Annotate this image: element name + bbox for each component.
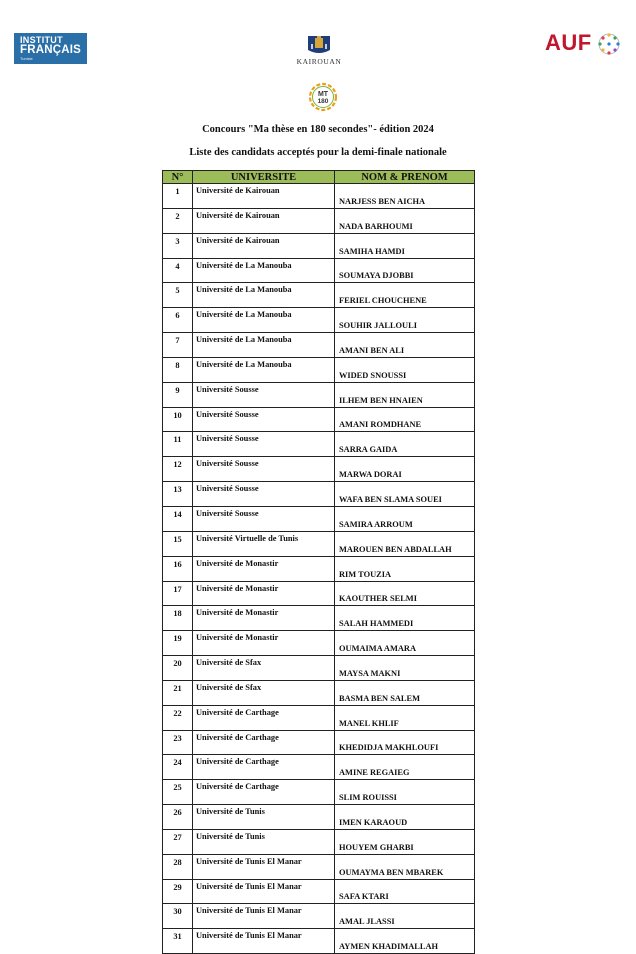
cell-number: 16 <box>163 556 193 581</box>
table-row <box>163 656 475 681</box>
table-row <box>163 482 475 507</box>
cell-number: 28 <box>163 854 193 879</box>
cell-number: 13 <box>163 482 193 507</box>
cell-universite: Université de Tunis <box>193 805 335 830</box>
cell-nom-prenom: NARJESS BEN AICHA <box>335 184 475 209</box>
cell-number: 8 <box>163 357 193 382</box>
table-row <box>163 432 475 457</box>
candidates-table <box>162 170 475 954</box>
cell-nom-prenom: ILHEM BEN HNAIEN <box>335 382 475 407</box>
mt180-logo <box>304 82 342 112</box>
cell-universite: Université de Tunis El Manar <box>193 854 335 879</box>
cell-number: 10 <box>163 407 193 432</box>
cell-universite: Université de Tunis El Manar <box>193 929 335 954</box>
table-row <box>163 730 475 755</box>
cell-number: 4 <box>163 258 193 283</box>
cell-universite: Université de La Manouba <box>193 258 335 283</box>
document-subtitle: Liste des candidats acceptés pour la demi-finale nationale <box>189 147 447 158</box>
cell-universite: Université de Tunis <box>193 829 335 854</box>
cell-number: 20 <box>163 656 193 681</box>
cell-number: 19 <box>163 631 193 656</box>
institut-francais-logo <box>14 33 87 64</box>
cell-universite: Université Sousse <box>193 506 335 531</box>
table-row <box>163 829 475 854</box>
cell-nom-prenom: OUMAIMA AMARA <box>335 631 475 656</box>
cell-number: 25 <box>163 780 193 805</box>
universite-kairouan-logo <box>287 34 351 70</box>
cell-number: 31 <box>163 929 193 954</box>
cell-nom-prenom: MANEL KHLIF <box>335 705 475 730</box>
cell-universite: Université Sousse <box>193 407 335 432</box>
cell-universite: Université de Carthage <box>193 705 335 730</box>
kairouan-logo-text: KAIROUAN <box>296 57 342 66</box>
cell-nom-prenom: MAYSA MAKNI <box>335 656 475 681</box>
institut-francais-logo-line1: INSTITUT <box>20 35 63 45</box>
cell-universite: Université de Kairouan <box>193 208 335 233</box>
cell-number: 18 <box>163 606 193 631</box>
cell-nom-prenom: NADA BARHOUMI <box>335 208 475 233</box>
cell-universite: Université de Kairouan <box>193 184 335 209</box>
cell-universite: Université de Monastir <box>193 631 335 656</box>
cell-nom-prenom: OUMAYMA BEN MBAREK <box>335 854 475 879</box>
cell-universite: Université de La Manouba <box>193 357 335 382</box>
cell-number: 23 <box>163 730 193 755</box>
cell-number: 29 <box>163 879 193 904</box>
cell-universite: Université de La Manouba <box>193 283 335 308</box>
cell-nom-prenom: SAFA KTARI <box>335 879 475 904</box>
cell-universite: Université de Carthage <box>193 755 335 780</box>
cell-number: 2 <box>163 208 193 233</box>
cell-nom-prenom: SAMIRA ARROUM <box>335 506 475 531</box>
cell-universite: Université Sousse <box>193 457 335 482</box>
table-header-row <box>163 171 475 184</box>
cell-universite: Université Sousse <box>193 432 335 457</box>
table-row <box>163 357 475 382</box>
column-header-nom-prenom: NOM & PRENOM <box>335 171 475 184</box>
cell-number: 26 <box>163 805 193 830</box>
cell-universite: Université de Carthage <box>193 780 335 805</box>
table-row <box>163 929 475 954</box>
cell-nom-prenom: SARRA GAIDA <box>335 432 475 457</box>
cell-number: 6 <box>163 308 193 333</box>
table-row <box>163 184 475 209</box>
cell-number: 21 <box>163 680 193 705</box>
table-row <box>163 705 475 730</box>
cell-nom-prenom: WIDED SNOUSSI <box>335 357 475 382</box>
cell-number: 11 <box>163 432 193 457</box>
cell-nom-prenom: BASMA BEN SALEM <box>335 680 475 705</box>
table-row <box>163 283 475 308</box>
cell-universite: Université Sousse <box>193 482 335 507</box>
table-row <box>163 904 475 929</box>
cell-nom-prenom: SALAH HAMMEDI <box>335 606 475 631</box>
cell-universite: Université de Sfax <box>193 656 335 681</box>
table-row <box>163 606 475 631</box>
table-row <box>163 680 475 705</box>
cell-number: 22 <box>163 705 193 730</box>
table-row <box>163 631 475 656</box>
cell-nom-prenom: SOUMAYA DJOBBI <box>335 258 475 283</box>
institut-francais-logo-line3: Tunisie <box>20 56 33 61</box>
table-row <box>163 755 475 780</box>
table-row <box>163 208 475 233</box>
table-row <box>163 407 475 432</box>
table-row <box>163 854 475 879</box>
cell-nom-prenom: SAMIHA HAMDI <box>335 233 475 258</box>
auf-globe-icon <box>596 32 622 56</box>
cell-number: 15 <box>163 531 193 556</box>
cell-nom-prenom: MARWA DORAI <box>335 457 475 482</box>
cell-universite: Université de La Manouba <box>193 308 335 333</box>
table-row <box>163 581 475 606</box>
cell-universite: Université de Monastir <box>193 556 335 581</box>
cell-nom-prenom: AMAL JLASSI <box>335 904 475 929</box>
table-row <box>163 382 475 407</box>
cell-number: 27 <box>163 829 193 854</box>
document-title: Concours "Ma thèse en 180 secondes"- édition 2024 <box>202 124 434 135</box>
cell-nom-prenom: HOUYEM GHARBI <box>335 829 475 854</box>
auf-logo-text: AUF <box>545 30 592 55</box>
table-row <box>163 258 475 283</box>
mt180-badge-icon <box>304 82 342 112</box>
cell-nom-prenom: AMANI ROMDHANE <box>335 407 475 432</box>
cell-nom-prenom: AYMEN KHADIMALLAH <box>335 929 475 954</box>
cell-number: 7 <box>163 333 193 358</box>
cell-number: 14 <box>163 506 193 531</box>
table-body <box>163 184 475 954</box>
cell-universite: Université de Tunis El Manar <box>193 904 335 929</box>
cell-universite: Université de Monastir <box>193 581 335 606</box>
cell-universite: Université de Monastir <box>193 606 335 631</box>
cell-universite: Université Sousse <box>193 382 335 407</box>
cell-nom-prenom: SOUHIR JALLOULI <box>335 308 475 333</box>
mt180-line2: 180 <box>317 98 329 105</box>
cell-universite: Université de Carthage <box>193 730 335 755</box>
cell-number: 1 <box>163 184 193 209</box>
table-row <box>163 506 475 531</box>
institut-francais-logo-line2: FRANÇAIS <box>20 44 82 56</box>
column-header-number: N° <box>163 171 193 184</box>
cell-nom-prenom: AMANI BEN ALI <box>335 333 475 358</box>
table-row <box>163 333 475 358</box>
cell-universite: Université de Sfax <box>193 680 335 705</box>
cell-number: 30 <box>163 904 193 929</box>
cell-nom-prenom: AMINE REGAIEG <box>335 755 475 780</box>
cell-nom-prenom: KAOUTHER SELMI <box>335 581 475 606</box>
table-row <box>163 233 475 258</box>
table-row <box>163 780 475 805</box>
mt180-line1: MT <box>317 91 329 98</box>
table-row <box>163 308 475 333</box>
kairouan-emblem-icon <box>304 34 334 56</box>
table-row <box>163 457 475 482</box>
cell-nom-prenom: FERIEL CHOUCHENE <box>335 283 475 308</box>
cell-number: 17 <box>163 581 193 606</box>
cell-universite: Université de La Manouba <box>193 333 335 358</box>
table-row <box>163 805 475 830</box>
table-row <box>163 879 475 904</box>
cell-universite: Université de Tunis El Manar <box>193 879 335 904</box>
cell-number: 24 <box>163 755 193 780</box>
cell-number: 3 <box>163 233 193 258</box>
cell-nom-prenom: SLIM ROUISSI <box>335 780 475 805</box>
cell-number: 5 <box>163 283 193 308</box>
cell-universite: Université de Kairouan <box>193 233 335 258</box>
cell-nom-prenom: IMEN KARAOUD <box>335 805 475 830</box>
cell-nom-prenom: WAFA BEN SLAMA SOUEI <box>335 482 475 507</box>
cell-nom-prenom: RIM TOUZIA <box>335 556 475 581</box>
column-header-universite: UNIVERSITE <box>193 171 335 184</box>
table-row <box>163 556 475 581</box>
cell-nom-prenom: KHEDIDJA MAKHLOUFI <box>335 730 475 755</box>
cell-universite: Université Virtuelle de Tunis <box>193 531 335 556</box>
cell-nom-prenom: MAROUEN BEN ABDALLAH <box>335 531 475 556</box>
cell-number: 12 <box>163 457 193 482</box>
cell-number: 9 <box>163 382 193 407</box>
auf-logo <box>545 30 625 58</box>
table-row <box>163 531 475 556</box>
